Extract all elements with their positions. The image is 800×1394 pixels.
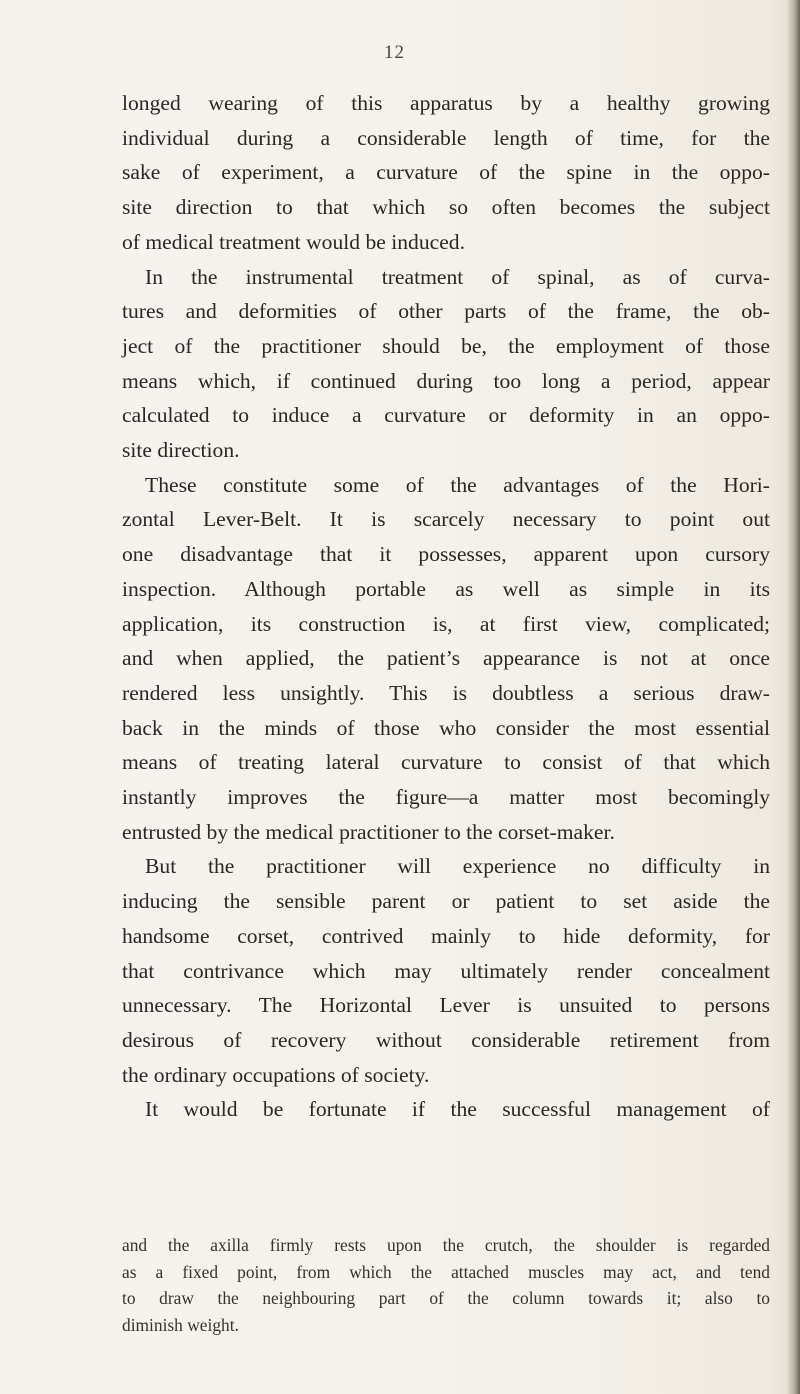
text-line: tures and deformities of other parts of the frame, the ob- — [122, 299, 770, 324]
text-line: instantly improves the figure—a matter most becomingly — [122, 785, 770, 810]
footnote-line: and the axilla firmly rests upon the crutch, the shoulder is regarded — [122, 1235, 770, 1255]
footnote-line: diminish weight. — [122, 1314, 239, 1335]
page-edge-shadow — [786, 0, 800, 1394]
text-line: It would be fortunate if the successful management of — [145, 1097, 770, 1122]
body-text — [122, 86, 770, 1127]
text-line: of medical treatment would be induced. — [122, 229, 465, 254]
text-line: and when applied, the patient’s appearance is not at once — [122, 646, 770, 671]
text-line: unnecessary. The Horizontal Lever is unsuited to persons — [122, 993, 770, 1018]
text-line: sake of experiment, a curvature of the spine in the oppo- — [122, 160, 770, 185]
text-line: inspection. Although portable as well as simple in its — [122, 576, 770, 601]
text-line: means of treating lateral curvature to consist of that which — [122, 750, 770, 775]
text-line: site direction to that which so often becomes the subject — [122, 195, 770, 220]
text-line: These constitute some of the advantages of the Hori- — [145, 472, 770, 497]
text-line: In the instrumental treatment of spinal, as of curva- — [145, 264, 770, 289]
text-line: desirous of recovery without considerable retirement from — [122, 1027, 770, 1052]
text-line: But the practitioner will experience no difficulty in — [145, 854, 770, 879]
footnote — [122, 1232, 770, 1338]
text-line: individual during a considerable length of time, for the — [122, 125, 770, 150]
text-line: site direction. — [122, 438, 240, 463]
text-line: back in the minds of those who consider the most essential — [122, 715, 770, 740]
text-line: inducing the sensible parent or patient to set aside the — [122, 889, 770, 914]
text-line: one disadvantage that it possesses, apparent upon cursory — [122, 542, 770, 567]
text-line: application, its construction is, at first view, complicated; — [122, 611, 770, 636]
text-line: handsome corset, contrived mainly to hide deformity, for — [122, 923, 770, 948]
page-number: 12 — [384, 42, 405, 63]
text-line: ject of the practitioner should be, the employment of those — [122, 333, 770, 358]
text-line: the ordinary occupations of society. — [122, 1062, 430, 1087]
text-line: longed wearing of this apparatus by a healthy growing — [122, 91, 770, 115]
text-line: rendered less unsightly. This is doubtless a serious draw- — [122, 680, 770, 705]
text-line: calculated to induce a curvature or deformity in an oppo- — [122, 403, 770, 428]
footnote-line: as a fixed point, from which the attached muscles may act, and tend — [122, 1261, 770, 1282]
footnote-line: to draw the neighbouring part of the column towards it; also to — [122, 1288, 770, 1309]
text-line: entrusted by the medical practitioner to the corset-maker. — [122, 819, 615, 844]
text-line: means which, if continued during too long a period, appear — [122, 368, 770, 393]
text-line: that contrivance which may ultimately render concealment — [122, 958, 770, 983]
text-line: zontal Lever-Belt. It is scarcely necessary to point out — [122, 507, 770, 532]
